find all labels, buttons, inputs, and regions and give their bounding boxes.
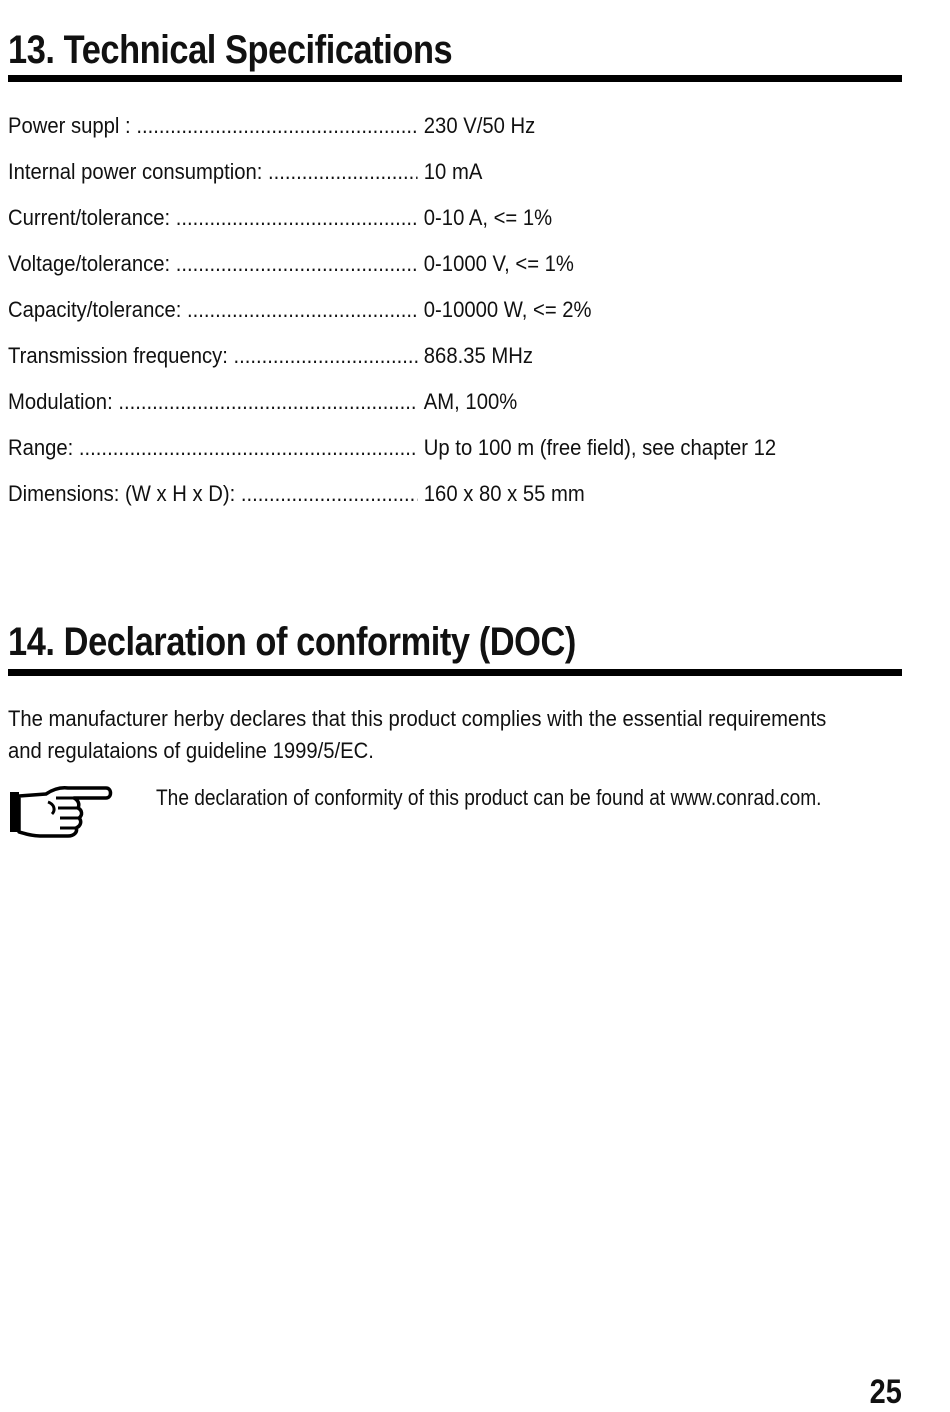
spec-label: Voltage/tolerance: .....: [8, 247, 418, 281]
declaration-paragraph: [8, 703, 908, 767]
section-13-rule: [8, 75, 902, 82]
spec-label: Transmission frequency: .....: [8, 339, 418, 373]
spec-value: 0-1000 V, <= 1%: [423, 251, 574, 276]
declaration-line-1: The manufacturer herby declares that this product complies with the essential requirements: [8, 706, 827, 731]
section-14-title: 14. Declaration of conformity (DOC): [8, 620, 576, 664]
spec-label: Power suppl : .....: [8, 109, 418, 143]
spec-value: 868.35 MHz: [423, 343, 533, 368]
spec-value: 0-10000 W, <= 2%: [423, 297, 592, 322]
spec-value: 0-10 A, <= 1%: [423, 205, 553, 230]
spec-value: 230 V/50 Hz: [423, 113, 536, 138]
spec-label: Dimensions: (W x H x D): .....: [8, 477, 418, 511]
spec-value: Up to 100 m (free field), see chapter 12: [423, 435, 777, 460]
spec-label: Capacity/tolerance: .....: [8, 293, 418, 327]
spec-label: Modulation: .....: [8, 385, 418, 419]
spec-value: AM, 100%: [423, 389, 518, 414]
declaration-line-2: and regulataions of guideline 1999/5/EC.: [8, 738, 374, 763]
declaration-note: The declaration of conformity of this product can be found at www.conrad.com.: [156, 785, 822, 810]
spec-label: Current/tolerance: .....: [8, 201, 418, 235]
spec-label: Internal power consumption: .....: [8, 155, 418, 189]
section-13-title: 13. Technical Specifications: [8, 28, 453, 72]
spec-label: Range: .....: [8, 431, 418, 465]
spec-value: 10 mA: [423, 159, 483, 184]
section-14-rule: [8, 669, 902, 676]
pointing-hand-icon: [8, 782, 114, 840]
page-number: 25: [869, 1373, 902, 1411]
spec-value: 160 x 80 x 55 mm: [423, 481, 585, 506]
